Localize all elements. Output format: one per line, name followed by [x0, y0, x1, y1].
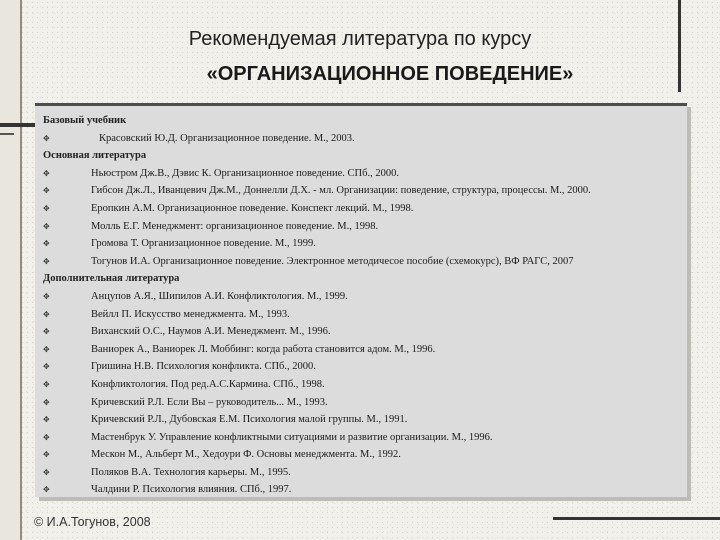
four-diamond-bullet-icon: ✥: [43, 133, 50, 143]
literature-panel: [35, 103, 687, 497]
section-additional: [43, 270, 679, 499]
list-item-text: Мастенбрук У. Управление конфликтными ситуациями и развитие организации. М., 1996.: [91, 431, 493, 443]
four-diamond-bullet-icon: ✥: [43, 256, 50, 266]
decorative-horizontal-bar-thin: [0, 133, 14, 135]
section-basic: [43, 112, 679, 147]
section-main: [43, 147, 679, 270]
section-title: Базовый учебник: [43, 115, 127, 126]
four-diamond-bullet-icon: ✥: [43, 186, 50, 196]
list-item: [43, 306, 679, 324]
list-item: [43, 394, 679, 412]
slide-title-line2: «ОРГАНИЗАЦИОННОЕ ПОВЕДЕНИЕ»: [206, 63, 574, 85]
list-item-text: Кричевский Р.Л. Если Вы – руководитель... М., 1993.: [91, 396, 328, 408]
list-item-text: Еропкин А.М. Организационное поведение. Конспект лекций. М., 1998.: [91, 202, 414, 214]
list-item: [43, 411, 679, 429]
list-item-text: Тогунов И.А. Организационное поведение. Электронное методичесое пособие (схемокурс), ВФ РАГС, 2007: [91, 255, 574, 267]
list-item: [43, 323, 679, 341]
list-item: [43, 481, 679, 499]
list-item: [43, 218, 679, 236]
four-diamond-bullet-icon: ✥: [43, 344, 50, 354]
four-diamond-bullet-icon: ✥: [43, 239, 50, 249]
list-item: [43, 429, 679, 447]
list-item-text: Гришина Н.В. Психология конфликта. СПб., 2000.: [91, 361, 316, 373]
section-title: Дополнительная литература: [43, 273, 180, 285]
four-diamond-bullet-icon: ✥: [43, 379, 50, 389]
four-diamond-bullet-icon: ✥: [43, 415, 50, 425]
decorative-horizontal-bar: [0, 123, 40, 127]
slide-title-line1: Рекомендуемая литература по курсу: [188, 28, 532, 50]
four-diamond-bullet-icon: ✥: [43, 485, 50, 495]
four-diamond-bullet-icon: ✥: [43, 221, 50, 231]
list-item-text: Ваниорек А., Ваниорек Л. Моббинг: когда работа становится адом. М., 1996.: [91, 343, 436, 355]
copyright-footer: © И.А.Тогунов, 2008: [34, 515, 151, 529]
four-diamond-bullet-icon: ✥: [43, 327, 50, 337]
list-item: [43, 341, 679, 359]
list-item: [43, 165, 679, 183]
list-item-text: Красовский Ю.Д. Организационное поведение. М., 2003.: [99, 132, 355, 144]
list-item-text: Конфликтология. Под ред.А.С.Кармина. СПб., 1998.: [91, 378, 325, 390]
list-item: [43, 376, 679, 394]
list-item-text: Кричевский Р.Л., Дубовская Е.М. Психология малой группы. М., 1991.: [91, 414, 408, 426]
four-diamond-bullet-icon: ✥: [43, 203, 50, 213]
list-item: [43, 130, 679, 148]
list-item-text: Поляков В.А. Технология карьеры. М., 1995.: [91, 466, 291, 478]
list-item-text: Виханский О.С., Наумов А.И. Менеджмент. М., 1996.: [91, 326, 331, 338]
list-item: [43, 288, 679, 306]
list-item-text: Чалдини Р. Психология влияния. СПб., 1997.: [91, 484, 292, 496]
list-item-text: Мескон М., Альберт М., Хедоури Ф. Основы менеджмента. М., 1992.: [91, 449, 401, 461]
four-diamond-bullet-icon: ✥: [43, 432, 50, 442]
list-item: [43, 446, 679, 464]
four-diamond-bullet-icon: ✥: [43, 397, 50, 407]
decorative-bottom-bar: [553, 517, 720, 520]
list-item: [43, 358, 679, 376]
list-item-text: Ньюстром Дж.В., Дэвис К. Организационное поведение. СПб., 2000.: [91, 167, 399, 179]
list-item-text: Анцупов А.Я., Шипилов А.И. Конфликтология. М., 1999.: [91, 290, 348, 302]
list-item: [43, 200, 679, 218]
four-diamond-bullet-icon: ✥: [43, 291, 50, 301]
section-title: Основная литература: [43, 150, 147, 162]
list-item-text: Молль Е.Г. Менеджмент: организационное поведение. М., 1998.: [91, 220, 379, 232]
four-diamond-bullet-icon: ✥: [43, 362, 50, 372]
list-item-text: Громова Т. Организационное поведение. М., 1999.: [91, 238, 316, 250]
list-item: [43, 235, 679, 253]
list-item-text: Гибсон Дж.Л., Иванцевич Дж.М., Доннелли Д.Х. - мл. Организации: поведение, структура, процессы. М., 2000.: [91, 185, 591, 197]
list-item: [43, 182, 679, 200]
four-diamond-bullet-icon: ✥: [43, 168, 50, 178]
list-item: [43, 253, 679, 271]
list-item: [43, 464, 679, 482]
four-diamond-bullet-icon: ✥: [43, 467, 50, 477]
four-diamond-bullet-icon: ✥: [43, 309, 50, 319]
four-diamond-bullet-icon: ✥: [43, 450, 50, 460]
list-item-text: Вейлл П. Искусство менеджмента. М., 1993.: [91, 308, 290, 320]
